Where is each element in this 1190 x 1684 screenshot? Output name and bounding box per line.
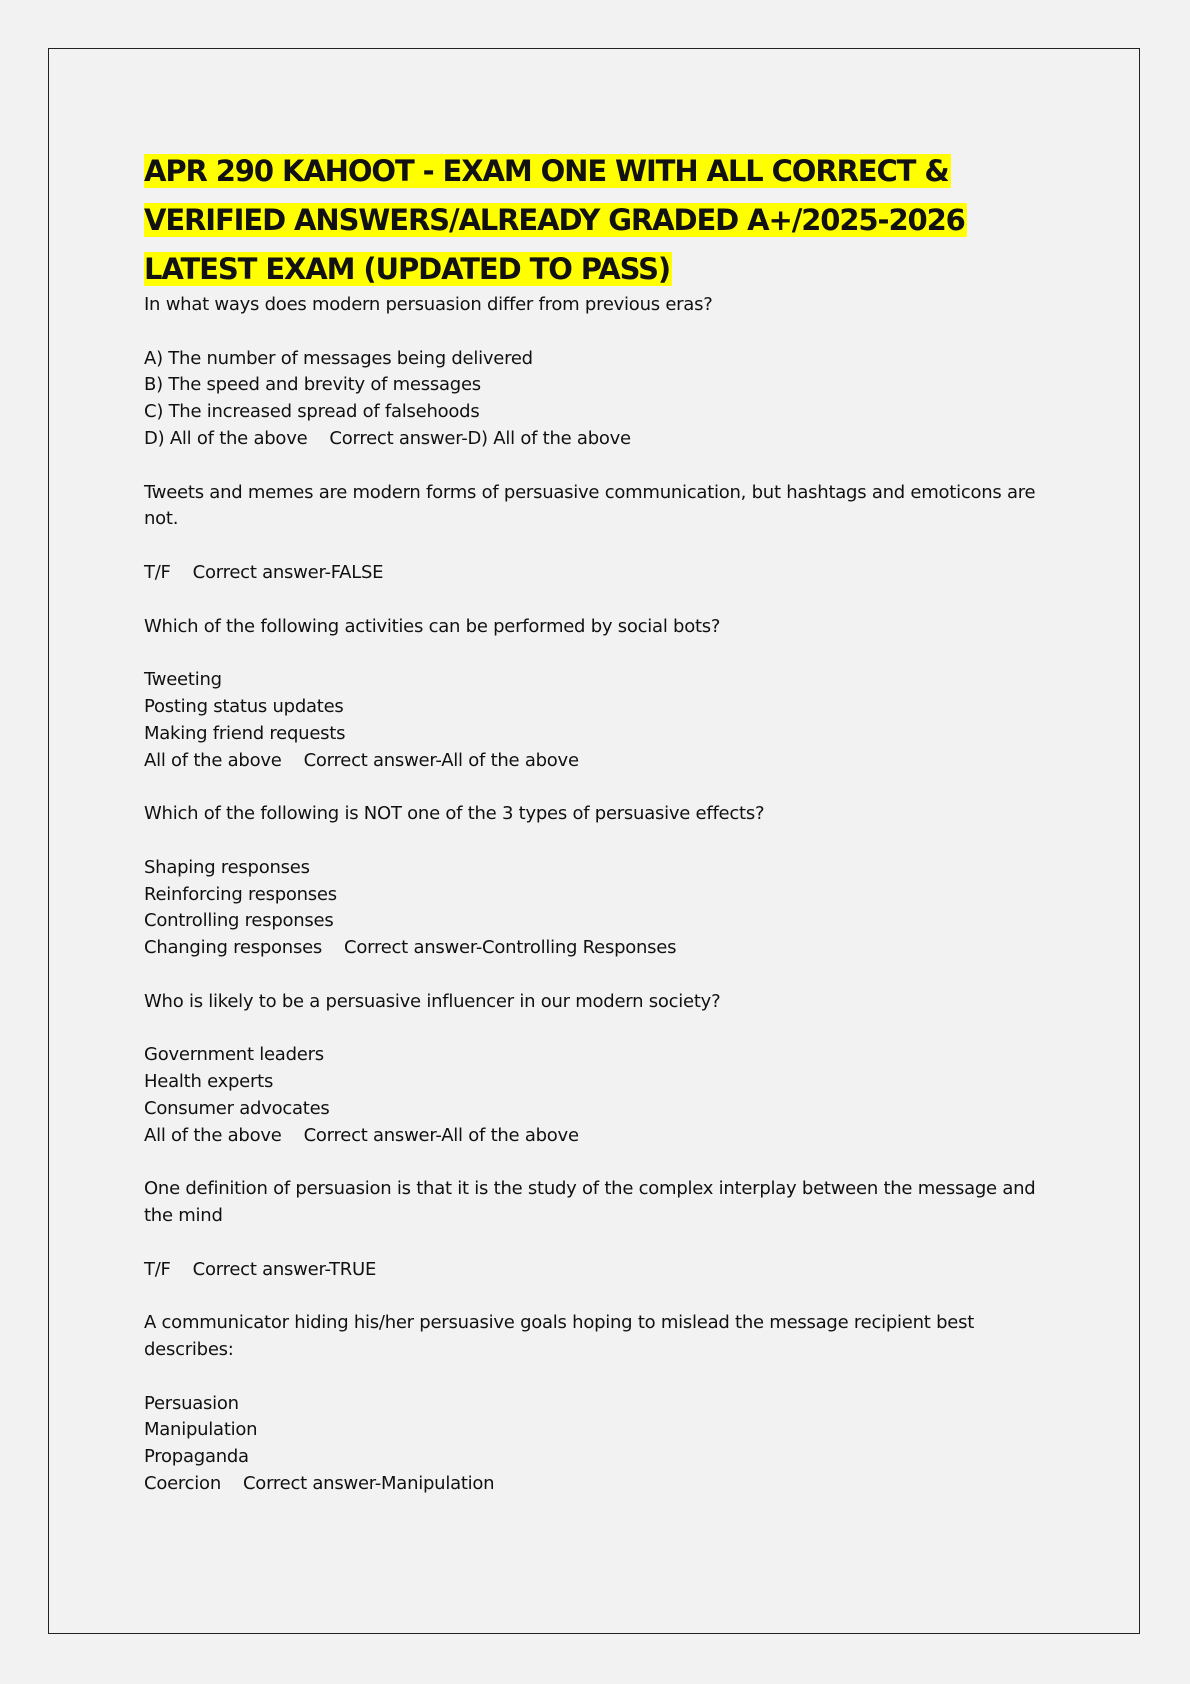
question-text: Who is likely to be a persuasive influencer in our modern society? (144, 990, 721, 1012)
question-text: Which of the following is NOT one of the 3 types of persuasive effects? (144, 803, 765, 825)
answer-option: B) The speed and brevity of messages (144, 374, 481, 396)
question-block (144, 292, 1104, 480)
question-block (144, 1176, 1104, 1310)
answer-option: Changing responses (144, 937, 323, 959)
answer-option: Persuasion (144, 1392, 239, 1414)
answer-option: Manipulation (144, 1419, 258, 1441)
answer-option: Tweeting (144, 669, 222, 691)
question-block (144, 614, 1104, 802)
correct-answer: Correct answer-TRUE (192, 1258, 377, 1280)
answer-option: Consumer advocates (144, 1097, 330, 1119)
correct-answer: Correct answer-Controlling Responses (344, 937, 677, 959)
title-line: LATEST EXAM (UPDATED TO PASS) (144, 252, 671, 286)
document-title (144, 147, 1104, 294)
answer-option: D) All of the above (144, 427, 308, 449)
answer-option: Government leaders (144, 1044, 324, 1066)
document-page (48, 48, 1140, 1634)
correct-answer: Correct answer-All of the above (303, 1124, 579, 1146)
answer-row (144, 1257, 1104, 1284)
question-text: In what ways does modern persuasion differ from previous eras? (144, 294, 713, 315)
question-text-line: Tweets and memes are modern forms of persuasive communication, but hashtags and emoticons are (144, 481, 1036, 503)
answer-row (144, 560, 1104, 587)
answer-option: Posting status updates (144, 695, 344, 717)
answer-option: Propaganda (144, 1446, 249, 1468)
answer-option: Reinforcing responses (144, 883, 337, 905)
correct-answer: Correct answer-Manipulation (242, 1473, 495, 1495)
question-text-line: not. (144, 508, 179, 530)
document-content (144, 147, 1104, 1498)
answer-option: Making friend requests (144, 722, 346, 744)
answer-option: All of the above (144, 749, 282, 771)
question-block (144, 1310, 1104, 1498)
question-text: Which of the following activities can be performed by social bots? (144, 615, 721, 637)
question-text-line: describes: (144, 1339, 234, 1361)
answer-option: T/F (144, 1258, 171, 1280)
answer-option: All of the above (144, 1124, 282, 1146)
question-block (144, 480, 1104, 614)
correct-answer: Correct answer-D) All of the above (329, 427, 631, 449)
title-line: APR 290 KAHOOT - EXAM ONE WITH ALL CORRECT & (144, 154, 949, 188)
answer-row (144, 426, 1104, 453)
answer-option: C) The increased spread of falsehoods (144, 401, 480, 423)
answer-option: A) The number of messages being delivered (144, 347, 533, 369)
correct-answer: Correct answer-FALSE (192, 561, 384, 583)
answer-row (144, 1123, 1104, 1150)
answer-row (144, 935, 1104, 962)
answer-option: T/F (144, 561, 171, 583)
answer-row (144, 1471, 1104, 1498)
question-text-line: One definition of persuasion is that it is the study of the complex interplay between the message and (144, 1178, 1036, 1200)
correct-answer: Correct answer-All of the above (303, 749, 579, 771)
answer-option: Controlling responses (144, 910, 334, 932)
answer-option: Coercion (144, 1473, 221, 1495)
answer-row (144, 748, 1104, 775)
question-block (144, 801, 1104, 989)
question-text-line: the mind (144, 1205, 223, 1227)
question-text-line: A communicator hiding his/her persuasive goals hoping to mislead the message recipient best (144, 1312, 974, 1334)
answer-option: Health experts (144, 1071, 274, 1093)
question-block (144, 989, 1104, 1177)
answer-option: Shaping responses (144, 856, 310, 878)
title-line: VERIFIED ANSWERS/ALREADY GRADED A+/2025-2026 (144, 203, 965, 237)
